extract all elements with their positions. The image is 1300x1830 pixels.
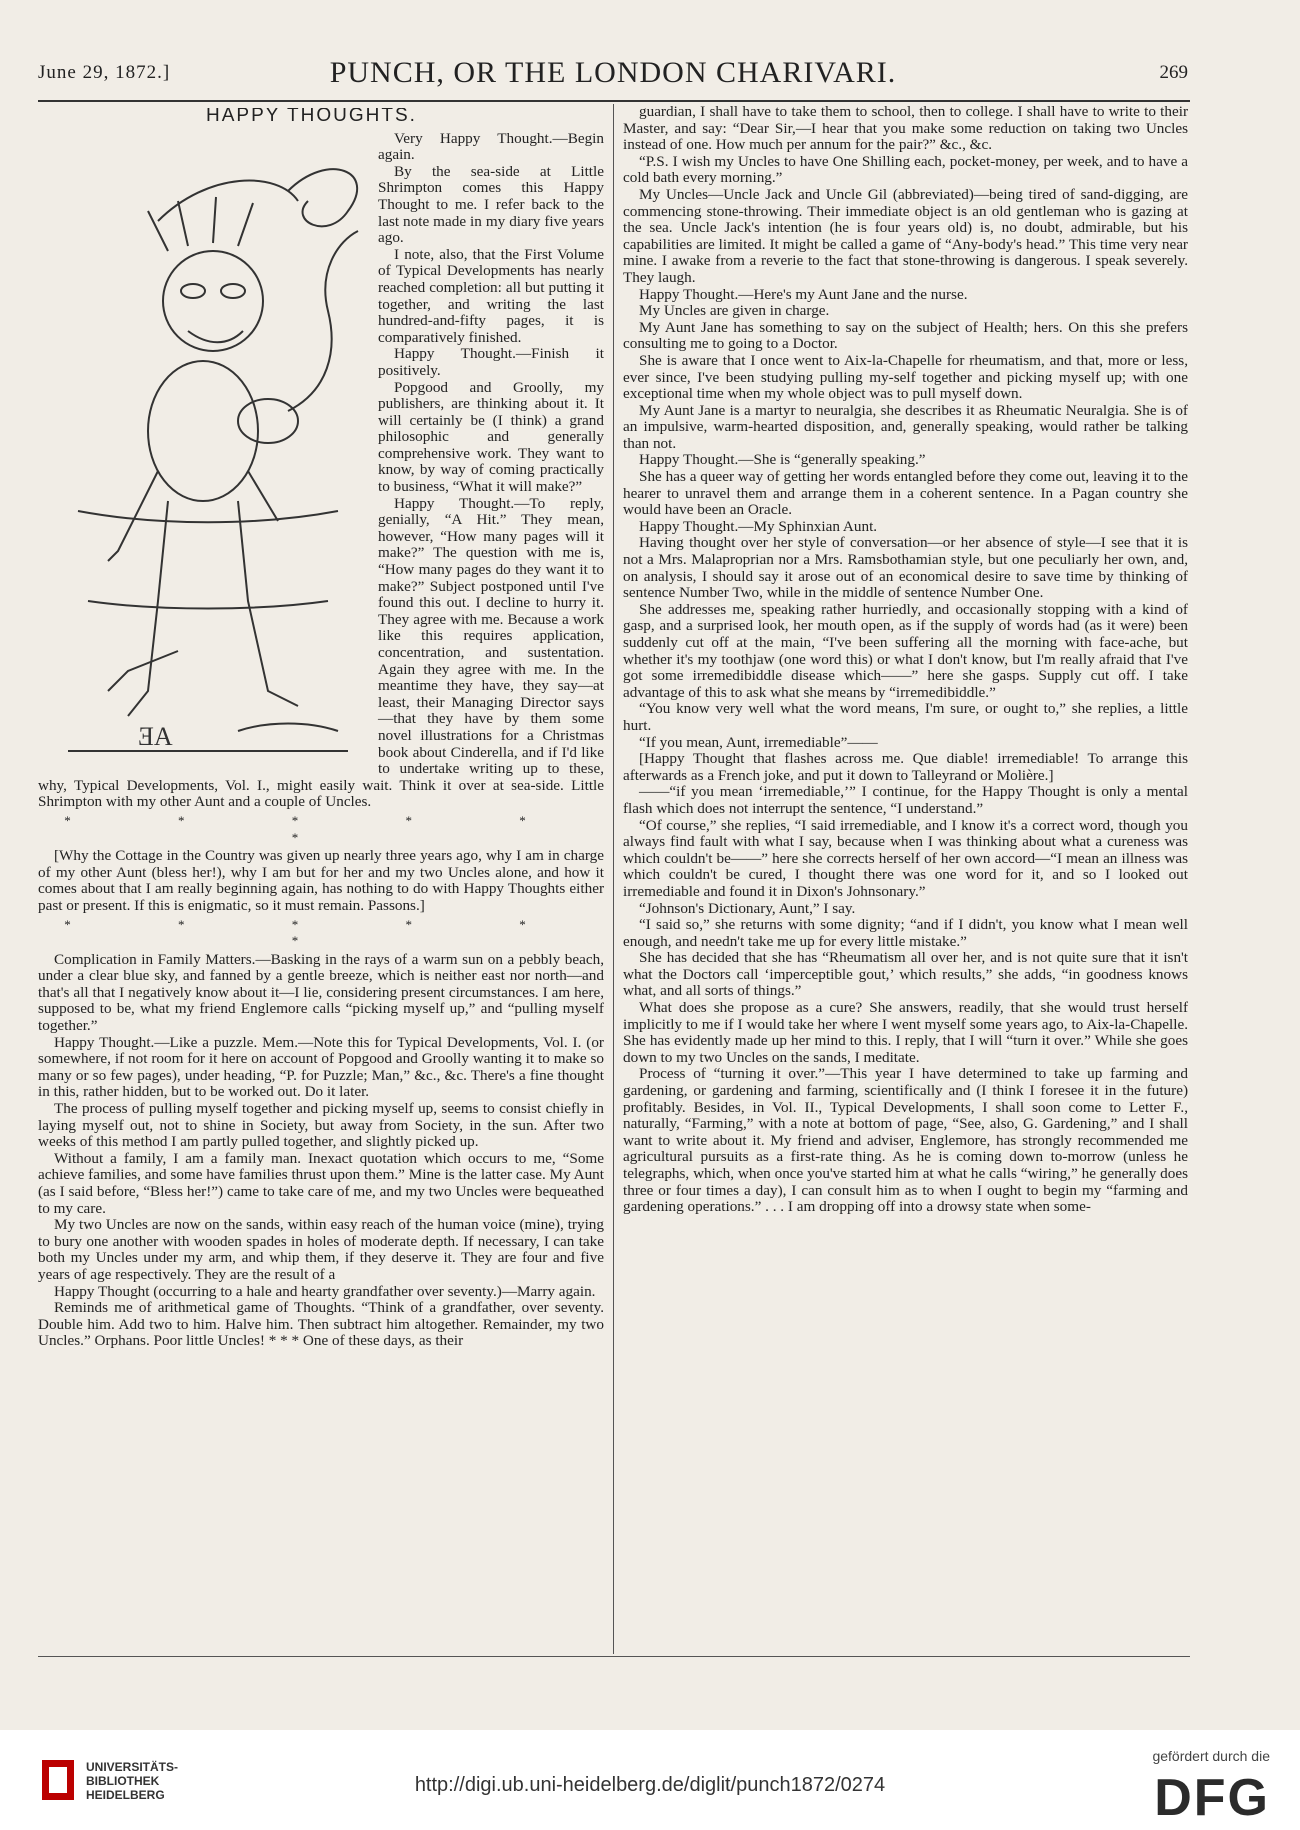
illustrator-monogram: ƎA	[138, 721, 173, 751]
right-column	[623, 104, 1188, 1654]
paragraph: What does she propose as a cure? She answers, readily, that she would trust herself implicitly to me if I would take her where I went myself some years ago, to Aix-la-Chapelle. She has evidently made up her mind to this. I reply, that I will “turn it over.” While she goes down to my two Uncles on the sands, I meditate.	[623, 999, 1188, 1066]
paragraph: My Uncles are given in charge.	[639, 302, 830, 320]
right-text	[623, 104, 1188, 1216]
paragraph: My Aunt Jane has something to say on the subject of Health; hers. On this she prefers consulting me to going to a Doctor.	[623, 318, 1188, 353]
paragraph: My Uncles—Uncle Jack and Uncle Gil (abbreviated)—being tired of sand-digging, are commencing stone-throwing. Their immediate object is an old gentleman who is gazing at the sea. Uncle Jack's intention (he is four years old) is, no doubt, admirable, but his capabilities are limited. It might be called a game of “Any-body's head.” This time very near mine. I awake from a reverie to the fact that stone-throwing is dangerous. I speak severely. They laugh.	[623, 185, 1188, 286]
paragraph: “You know very well what the word means, I'm sure, or ought to,” she replies, a little hurt.	[623, 700, 1188, 734]
paragraph: “If you mean, Aunt, irremediable”——	[639, 733, 878, 751]
paragraph: By the sea-side at Little Shrimpton comes this Happy Thought to me. I refer back to the last note made in my diary five years ago.	[378, 162, 604, 247]
footer-rule	[38, 1656, 1190, 1657]
uncle-illustration	[38, 131, 368, 771]
paragraph: Happy Thought.—My Sphinxian Aunt.	[639, 517, 878, 535]
paragraph: She is aware that I once went to Aix-la-Chapelle for rheumatism, and that, more or less, ever since, I've been studying pulling my-self together and picking myself up; with one exceptional time when my whole object was to pull myself down.	[623, 351, 1188, 403]
dfg-logo: DFG	[1154, 1769, 1270, 1827]
digitization-footer	[0, 1730, 1300, 1830]
paragraph: Complication in Family Matters.—Basking in the rays of a warm sun on a pebbly beach, under a clear blue sky, and fanned by a gentle breeze, which is neither east nor north—and that's all that I negatively know about it—I lie, considering present circumstances. I am here, supposed to be, what my friend Englemore calls “picking myself up,” and “pulling myself together.”	[38, 950, 604, 1035]
paragraph: Happy Thought.—She is “generally speaking.”	[639, 451, 926, 469]
paragraph: My Aunt Jane is a martyr to neuralgia, she describes it as Rheumatic Neuralgia. She is of an impulsive, warm-hearted disposition, and, generally speaking, would rather be talking than not.	[623, 401, 1188, 452]
paragraph: Happy Thought (occurring to a hale and hearty grandfather over seventy.)—Marry again.	[54, 1282, 596, 1300]
paragraph: [Why the Cottage in the Country was given up nearly three years ago, why I am in charge of my other Aunt (bless her!), why I am but for her and my two Uncles alone, and how it comes about that I am really beginning again, has nothing to do with Happy Thoughts either past or present. If this is enigmatic, so it must remain. Passons.]	[38, 847, 604, 914]
masthead-title: PUNCH, OR THE LONDON CHARIVARI.	[329, 56, 897, 89]
source-url[interactable]: http://digi.ub.uni-heidelberg.de/diglit/punch1872/0274	[414, 1774, 886, 1796]
article-heading: HAPPY THOUGHTS.	[206, 108, 417, 126]
paragraph: “Johnson's Dictionary, Aunt,” I say.	[639, 899, 856, 917]
issue-date: June 29, 1872.]	[38, 62, 171, 83]
page-number: 269	[1159, 62, 1188, 83]
paragraph: She addresses me, speaking rather hurriedly, and occasionally stopping with a kind of gasp, and a surprised look, her mouth open, as if the supply of words had (as it were) been suddenly cut off at the main, “I've been suffering all the morning with face-ache, but whether it's my toothjaw (one word this) or what I don't know, but I'm really afraid that I've got some irremedibiddle disease which——” here she gasps. Supply cut off. I take advantage of this to ask what she means by “irremedibiddle.”	[623, 600, 1188, 701]
paragraph: She has a queer way of getting her words entangled before they come out, leaving it to the hearer to unravel them and arrange them in a coherent sentence. In a Pagan country she would have been an Oracle.	[623, 468, 1188, 519]
paragraph: She has decided that she has “Rheumatism all over her, and is not quite sure that it isn't what the Doctors call ‘imperceptible gout,’ which results,” she adds, “in goodness knows what, and all sorts of things.”	[623, 949, 1188, 1000]
paragraph: “Of course,” she replies, “I said irremediable, and I know it's a correct word, though you always find fault with what I say, because when I was thinking about what a cureness was which couldn't be——” here she corrects herself of her own accord—“I mean an illness was which couldn't be cured, I thought there was one word for it, and so I looked out irremediable and found it in Dixon's Johnsonary.”	[623, 816, 1188, 900]
column-rule	[613, 104, 614, 1654]
paragraph: Happy Thought.—To reply, genially, “A Hit.” They mean, however, “How many pages will it make?” The question with me is, “How many pages do they want it to make?” Subject postponed until I've found this out. I decline to hurry it. They agree with me. Because a work like this requires application, concentration, and sustentation. Again they agree with me. In the meantime they have, they say—at least, their Managing Director says—that they have by them some novel illustrations for a Christmas book about Cinderella, and if I'd like to undertake writing up to these, why, Typical Developments, Vol. I., might easily wait. Think it over at sea-side. Little Shrimpton with my other Aunt and a couple of Uncles.	[38, 494, 604, 811]
funded-by-label: gefördert durch die	[1152, 1748, 1270, 1764]
paragraph: “I said so,” she returns with some dignity; “and if I didn't, you know what I mean well enough, and needn't take me up for every little mistake.”	[623, 916, 1188, 950]
paragraph: Process of “turning it over.”—This year I have determined to take up farming and gardening, or gardening and farming, scientifically and (I think I foresee it in the future) profitably. Besides, in Vol. II., Typical Developments, I shall soon come to Letter F., naturally, “Farming,” with a note at bottom of page, “See, also, G. Gardening,” and I shall want to write about it. My friend and adviser, Englemore, has strongly recommended me agricultural pursuits as a first-rate thing. As he is coming down to-morrow (unless he telegraphs, which, when once you've started him at what he calls “wiring,” he generally does three or four times a day), I can consult him as to when I ought to begin my “farming and gardening operations.” . . . I am dropping off into a drowsy state when some-	[623, 1065, 1188, 1216]
paragraph: Very Happy Thought.—Begin again.	[378, 129, 604, 164]
paragraph: ——“if you mean ‘irremediable,’” I continue, for the Happy Thought is only a mental flash which does not interrupt the sentence, “I understand.”	[623, 783, 1188, 817]
paragraph: [Happy Thought that flashes across me. Que diable! irremediable! To arrange this afterwards as a French joke, and put it down to Talleyrand or Molière.]	[623, 750, 1188, 784]
section-separator: * * * * * *	[64, 812, 578, 845]
paragraph: Happy Thought.—Like a puzzle. Mem.—Note this for Typical Developments, Vol. I. (or somewhere, if not room for it here on account of Popgood and Groolly wanting it to make so many or so few pages), under heading, “P. for Puzzle; Man,” &c., &c. There's a fine thought in this, rather hidden, but to be worked out. Do it later.	[38, 1033, 604, 1101]
paragraph: Reminds me of arithmetical game of Thoughts. “Think of a grandfather, over seventy. Double him. Add two to him. Halve him. Then subtract him altogether. Remainder, my two Uncles.” Orphans. Poor little Uncles! * * * One of these days, as their	[38, 1299, 604, 1350]
library-name: UNIVERSITÄTS- BIBLIOTHEK HEIDELBERG	[86, 1760, 179, 1802]
paragraph: My two Uncles are now on the sands, within easy reach of the human voice (mine), trying to bury one another with wooden spades in holes of moderate depth. If necessary, I can take both my Uncles under my arm, and whip them, if they deserve it. They are four and five years of age respectively. They are the result of a	[38, 1216, 604, 1283]
page-header	[38, 56, 1188, 96]
paragraph: “P.S. I wish my Uncles to have One Shilling each, pocket-money, per week, and to have a cold bath every morning.”	[623, 152, 1188, 187]
left-column	[38, 108, 604, 1653]
section-separator: * * * * * *	[64, 916, 578, 949]
paragraph: The process of pulling myself together and picking myself up, seems to consist chiefly in laying myself out, not to shine in Society, but away from Society, in the sun. After two weeks of this method I am partly pulled together, and slightly picked up.	[38, 1100, 604, 1151]
header-rule	[38, 100, 1190, 102]
paragraph: I note, also, that the First Volume of Typical Developments has nearly reached completion: all but putting it together, and writing the last hundred-and-fifty pages, it is comparatively finished.	[378, 245, 604, 346]
paragraph: Happy Thought.—Finish it positively.	[378, 345, 604, 379]
paragraph: Having thought over her style of conversation—or her absence of style—I see that it is not a Mrs. Malaproprian nor a Mrs. Ramsbothamian style, but one peculiarly her own, and, on analysis, I should say it arose out of an economical desire to save time by thinking of sentence Number Two, while in the middle of sentence Number One.	[623, 534, 1188, 602]
paragraph: Popgood and Groolly, my publishers, are thinking about it. It will certainly be (I think) a grand philosophic and generally comprehensive work. They want to know, by way of coming practically to business, “What it will make?”	[378, 378, 604, 496]
paragraph: Without a family, I am a family man. Inexact quotation which occurs to me, “Some achieve families, and some have families thrust upon them.” Mine is the latter case. My Aunt (as I said before, “Bless her!”) came to take care of me, and my two Uncles were bequeathed to my care.	[38, 1149, 604, 1217]
paragraph: Happy Thought.—Here's my Aunt Jane and the nurse.	[639, 285, 968, 303]
paragraph: guardian, I shall have to take them to school, then to college. I shall have to write to their Master, and say: “Dear Sir,—I hear that you make some reduction on taking two Uncles instead of one. How much per annum for the pair?” &c., &c.	[623, 104, 1188, 154]
